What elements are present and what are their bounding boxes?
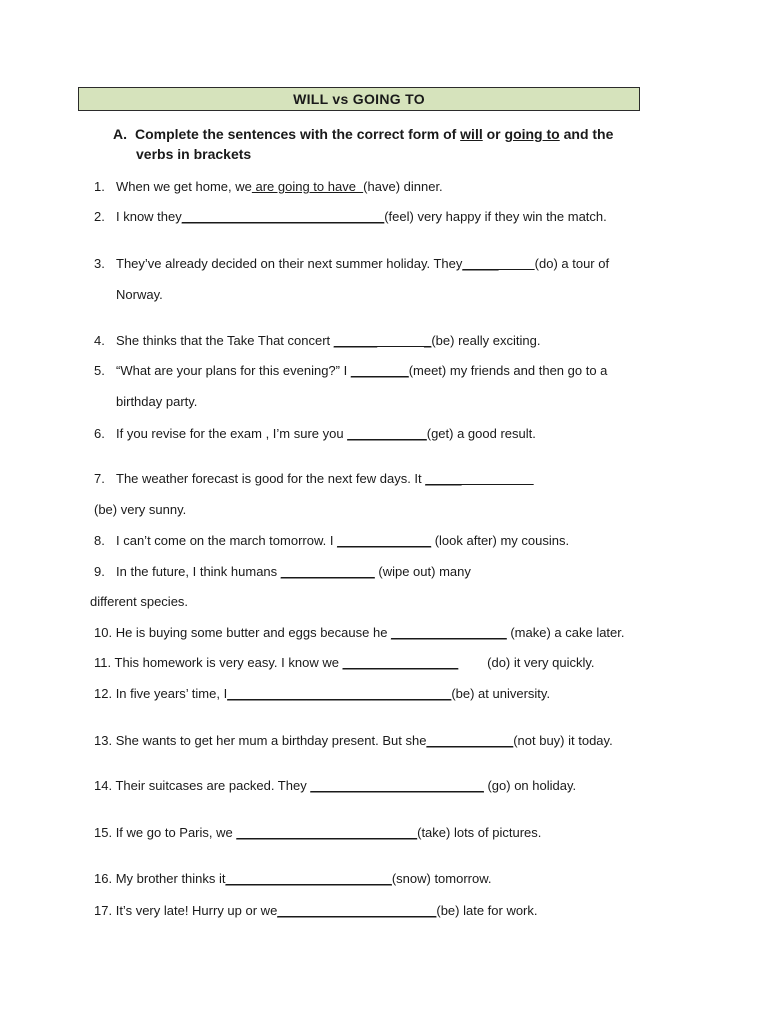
- sentence-15: 15. If we go to Paris, we _________________________(take) lots of pictures.: [94, 825, 542, 840]
- answer-blank[interactable]: _________________________: [236, 825, 418, 840]
- answer-blank[interactable]: _____: [462, 256, 535, 271]
- sentence-number: 3.: [94, 256, 105, 271]
- section-letter: A.: [113, 126, 127, 142]
- sentence-13: 13. She wants to get her mum a birthday present. But she____________(not buy) it today.: [94, 733, 613, 748]
- sentence-number: 8.: [94, 533, 105, 548]
- sentence-number: 9.: [94, 564, 105, 579]
- sentence-6: 6. If you revise for the exam , I’m sure you ___________(get) a good result.: [94, 426, 536, 441]
- answer-blank[interactable]: ________: [350, 363, 409, 378]
- answer-blank[interactable]: _______________________: [225, 871, 392, 886]
- sentence-number: 1.: [94, 179, 105, 194]
- answer-blank[interactable]: ____________: [426, 733, 514, 748]
- sentence-number: 4.: [94, 333, 105, 348]
- answer-blank[interactable]: ______ _: [333, 333, 432, 348]
- answer-blank[interactable]: are going to have: [251, 179, 364, 194]
- sentence-7-continued: (be) very sunny.: [94, 502, 187, 517]
- sentence-8: 8. I can’t come on the march tomorrow. I _____________ (look after) my cousins.: [94, 533, 570, 548]
- sentence-4: 4. She thinks that the Take That concert ______ _(be) really exciting.: [94, 333, 541, 348]
- sentence-3: 3. They’ve already decided on their next summer holiday. They_____ (do) a tour of: [94, 256, 610, 271]
- sentence-10: 10. He is buying some butter and eggs because he ________________ (make) a cake later.: [94, 625, 625, 640]
- sentence-7: 7. The weather forecast is good for the next few days. It _____: [94, 471, 534, 486]
- sentence-number: 2.: [94, 209, 105, 224]
- sentence-9-continued: different species.: [90, 594, 189, 609]
- sentence-number: 12.: [94, 686, 113, 701]
- sentence-12: 12. In five years’ time, I_______________________________(be) at university.: [94, 686, 551, 701]
- keyword-going-to: going to: [504, 126, 560, 142]
- sentence-5: 5. “What are your plans for this evening?” I ________(meet) my friends and then go to a: [94, 363, 608, 378]
- sentence-16: 16. My brother thinks it_______________________(snow) tomorrow.: [94, 871, 492, 886]
- sentence-number: 6.: [94, 426, 105, 441]
- answer-blank[interactable]: ______________________: [277, 903, 437, 918]
- answer-blank[interactable]: ___________: [347, 426, 427, 441]
- answer-blank[interactable]: ________________________: [310, 778, 484, 793]
- sentence-9: 9. In the future, I think humans _____________ (wipe out) many: [94, 564, 471, 579]
- instructions-line-2: verbs in brackets: [136, 146, 252, 162]
- sentence-number: 10.: [94, 625, 113, 640]
- sentence-2: 2. I know they____________________________(feel) very happy if they win the match.: [94, 209, 607, 224]
- sentence-3-continued: Norway.: [116, 287, 163, 302]
- sentence-number: 7.: [94, 471, 105, 486]
- answer-blank[interactable]: ________________: [342, 655, 459, 670]
- sentence-number: 5.: [94, 363, 105, 378]
- sentence-number: 17.: [94, 903, 113, 918]
- answer-blank[interactable]: _______________________________: [227, 686, 452, 701]
- sentence-number: 16.: [94, 871, 113, 886]
- instructions-line-1: A. Complete the sentences with the correct form of will or going to and the: [113, 126, 614, 142]
- worksheet-title: WILL vs GOING TO: [78, 87, 640, 111]
- answer-blank[interactable]: ____________________________: [181, 209, 385, 224]
- sentence-5-continued: birthday party.: [116, 394, 198, 409]
- sentence-11: 11. This homework is very easy. I know we ________________ (do) it very quickly.: [94, 655, 595, 670]
- sentence-number: 11.: [94, 655, 112, 670]
- sentence-number: 15.: [94, 825, 113, 840]
- answer-blank[interactable]: _____: [425, 471, 534, 486]
- sentence-1: 1. When we get home, we are going to have (have) dinner.: [94, 179, 443, 194]
- answer-blank[interactable]: _____________: [280, 564, 375, 579]
- sentence-14: 14. Their suitcases are packed. They ________________________ (go) on holiday.: [94, 778, 577, 793]
- instructions: [113, 124, 693, 164]
- sentence-17: 17. It’s very late! Hurry up or we______________________(be) late for work.: [94, 903, 538, 918]
- keyword-will: will: [460, 126, 483, 142]
- sentence-number: 14.: [94, 778, 113, 793]
- answer-blank[interactable]: ________________: [391, 625, 507, 640]
- sentence-number: 13.: [94, 733, 113, 748]
- answer-blank[interactable]: _____________: [337, 533, 432, 548]
